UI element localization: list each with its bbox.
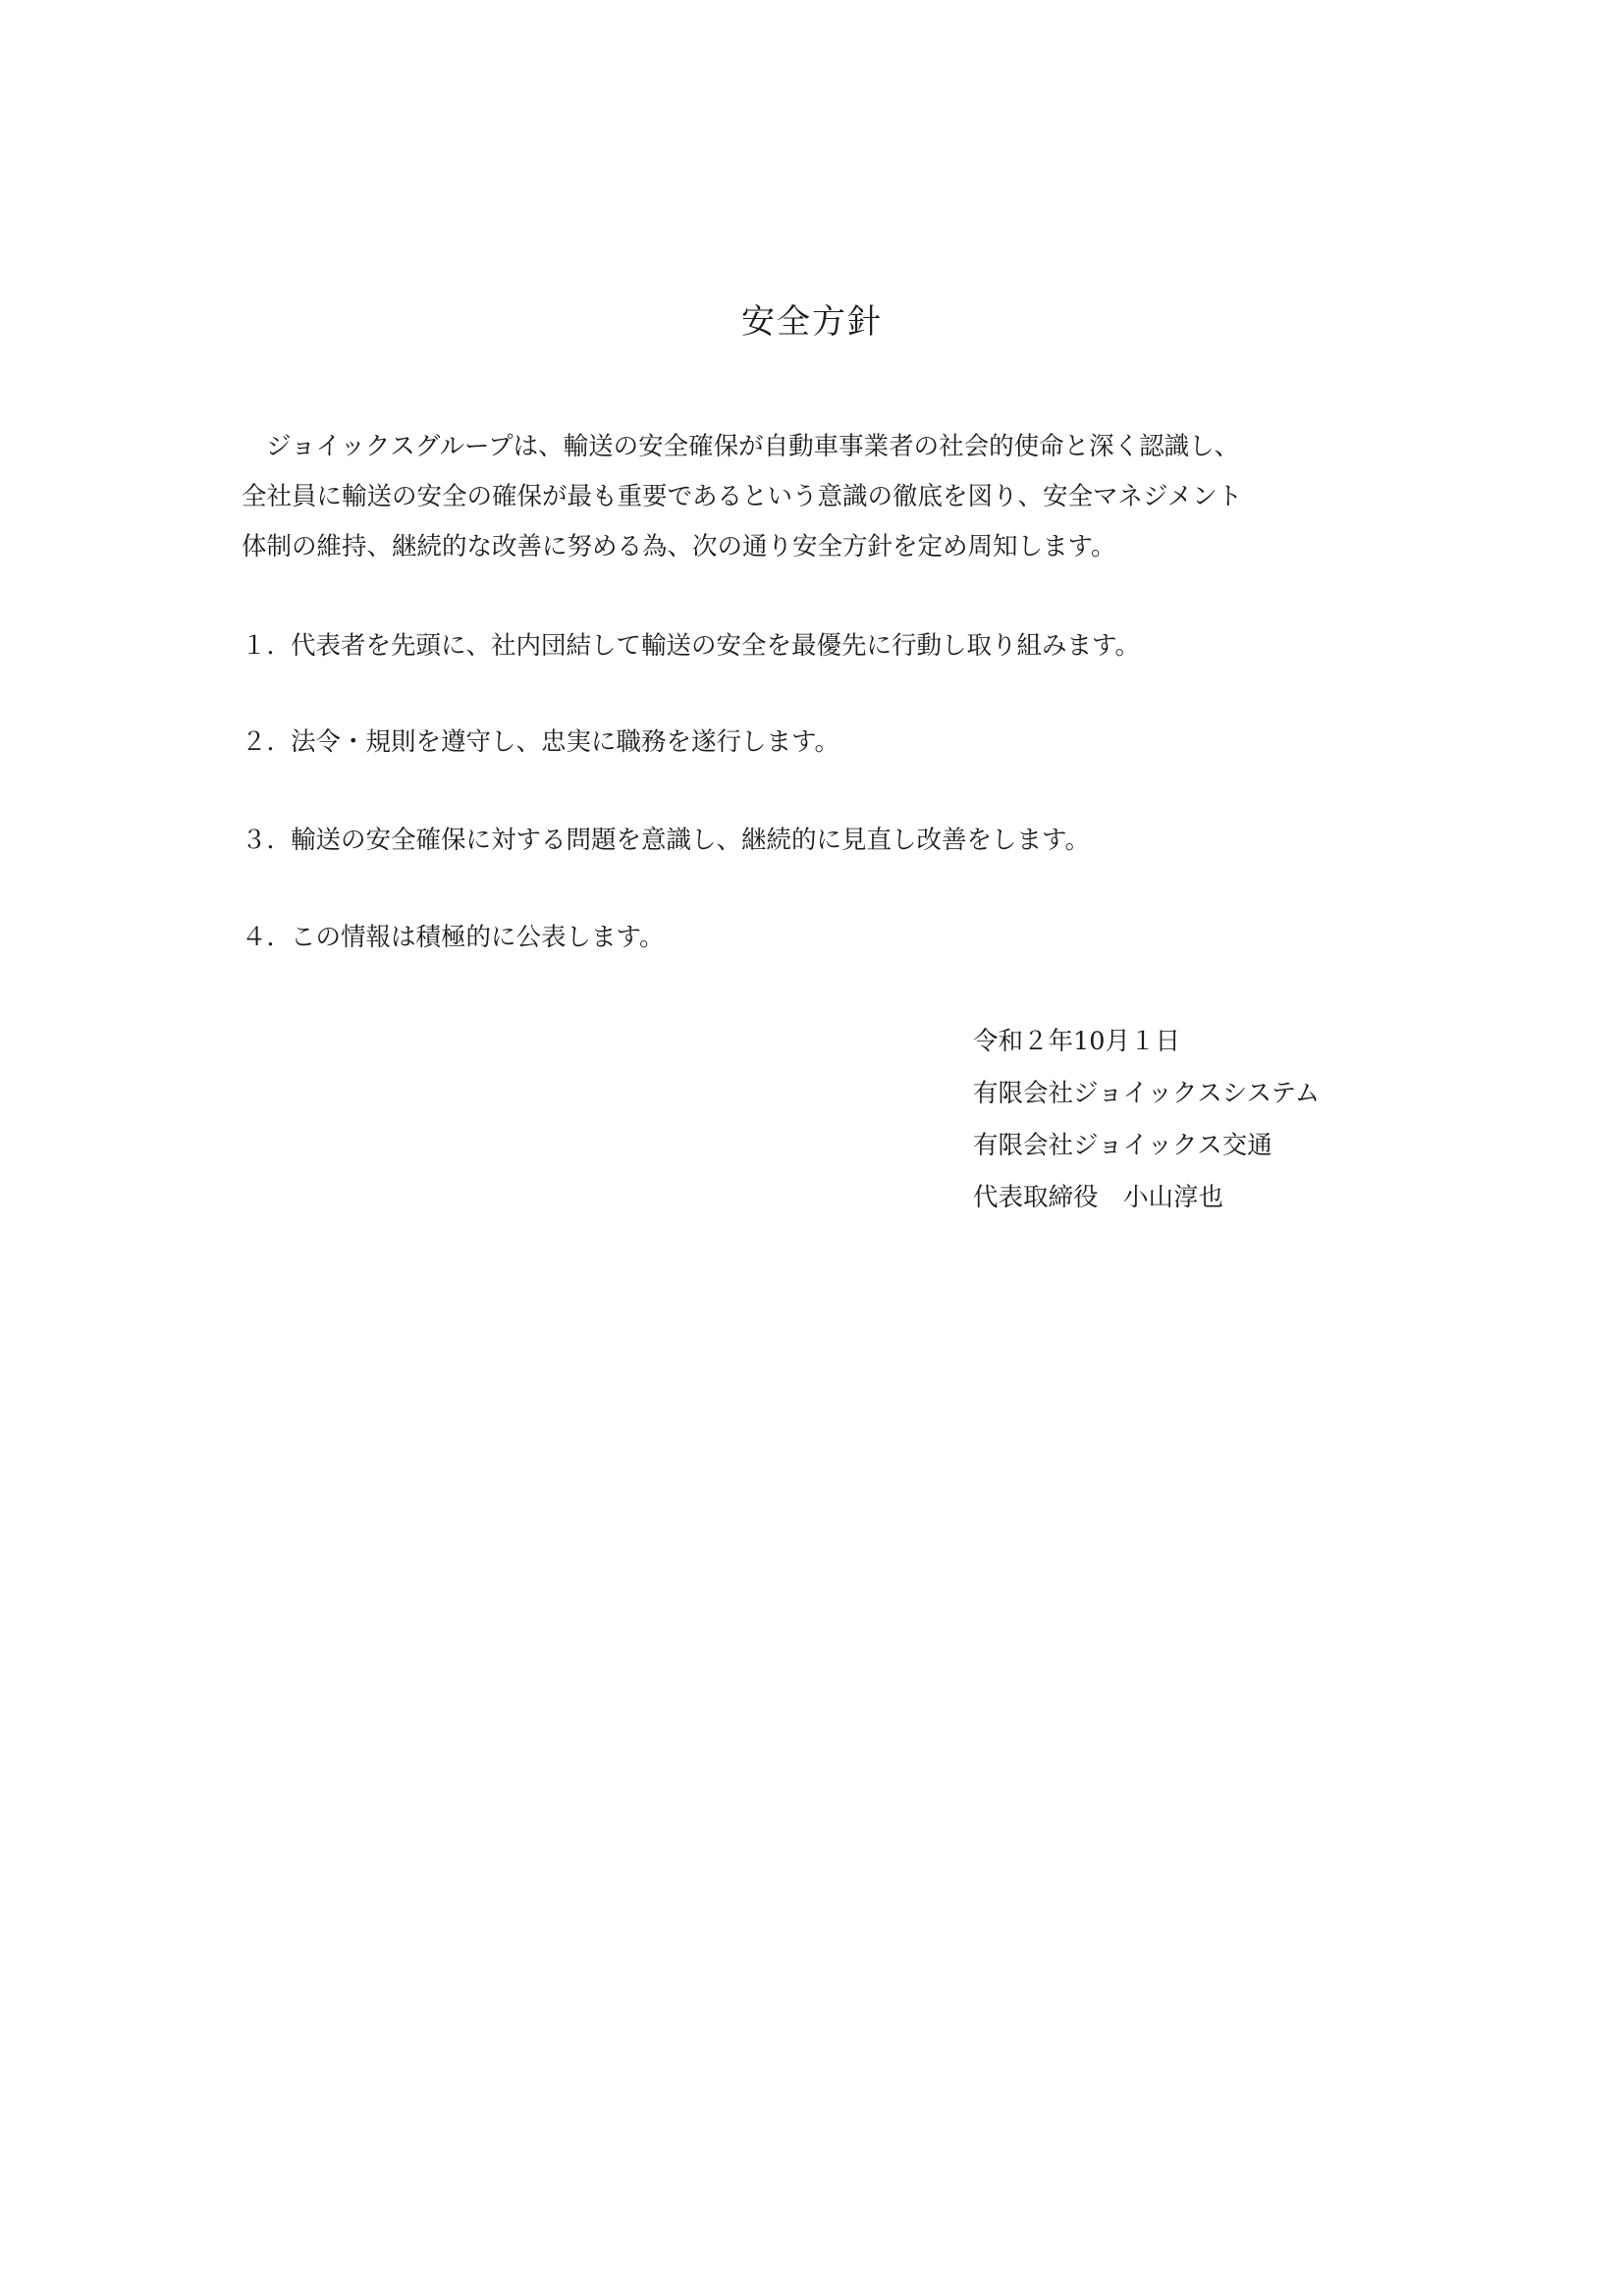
intro-line: ジョイックスグループは、輸送の安全確保が自動車事業者の社会的使命と深く認識し、	[266, 432, 1240, 461]
signature-block	[973, 1016, 1320, 1224]
signature-company-1: 有限会社ジョイックスシステム	[973, 1079, 1321, 1108]
policy-item-text: 輸送の安全確保に対する問題を意識し、継続的に見直し改善をします。	[291, 826, 1090, 855]
policy-item-number: ４．	[242, 923, 293, 952]
policy-item-text: 代表者を先頭に、社内団結して輸送の安全を最優先に行動し取り組みます。	[291, 631, 1140, 661]
page-title: 安全方針	[741, 302, 883, 342]
signature-date: 令和２年10月１日	[973, 1027, 1180, 1056]
intro-line: 体制の維持、継続的な改善に努める為、次の通り安全方針を定め周知します。	[242, 532, 1116, 561]
policy-item-text: この情報は積極的に公表します。	[291, 923, 665, 952]
intro-line: 全社員に輸送の安全の確保が最も重要であるという意識の徹底を図り、安全マネジメント	[242, 482, 1243, 511]
signature-company-2: 有限会社ジョイックス交通	[973, 1131, 1272, 1160]
policy-item-2	[242, 724, 839, 760]
policy-item-text: 法令・規則を遵守し、忠実に職務を遂行します。	[291, 727, 839, 757]
policy-item-number: １．	[242, 631, 293, 661]
policy-item-number: ３．	[242, 826, 293, 855]
policy-item-1	[242, 628, 1140, 664]
policy-item-number: ２．	[242, 727, 293, 757]
policy-item-4	[242, 920, 664, 955]
signature-representative: 代表取締役 小山淳也	[973, 1183, 1224, 1212]
policy-item-3	[242, 823, 1090, 858]
intro-paragraph	[242, 422, 1420, 572]
